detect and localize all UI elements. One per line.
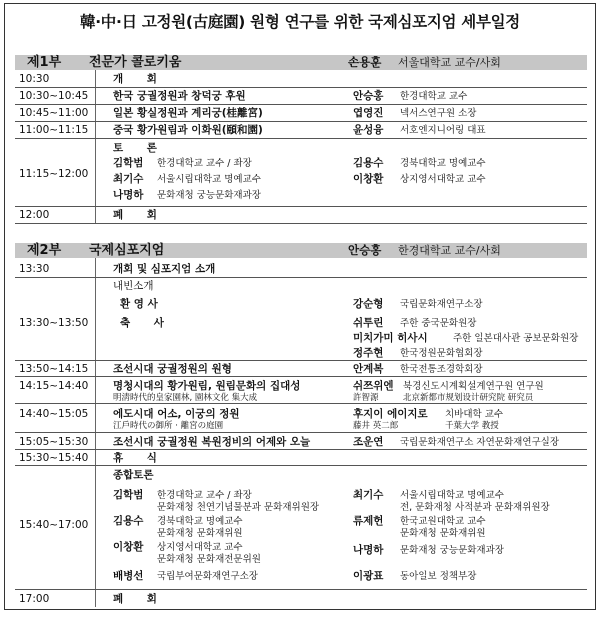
speaker-affiliation: 한경대학교 교수 bbox=[400, 91, 468, 102]
panelist-name: 이창환 bbox=[113, 541, 144, 553]
panelist-affiliation: 전, 문화재청 사적분과 문화재위원장 bbox=[400, 502, 550, 513]
opening-label: 개 회 bbox=[113, 73, 167, 85]
time-slot: 14:40~15:05 bbox=[19, 408, 89, 420]
time-slot: 12:00 bbox=[19, 209, 50, 221]
panelist-affiliation: 한국교원대학교 교수 bbox=[400, 516, 486, 527]
part1-time-divider bbox=[95, 70, 96, 223]
panelist-name: 김용수 bbox=[113, 515, 144, 527]
time-slot: 13:30~13:50 bbox=[19, 317, 89, 329]
break-label: 휴 식 bbox=[113, 452, 167, 464]
talk-title: 중국 황가원림과 이화원(頤和園) bbox=[113, 124, 263, 136]
panelist-name: 이광표 bbox=[353, 570, 384, 582]
panelist-name: 김용수 bbox=[353, 157, 384, 169]
panelist-affiliation: 문화재청 문화재전문위원 bbox=[157, 554, 261, 565]
panelist-affiliation: 문화재청 문화재위원 bbox=[400, 528, 486, 539]
divider bbox=[15, 138, 587, 139]
divider bbox=[15, 449, 587, 450]
divider bbox=[15, 206, 587, 207]
time-slot: 17:00 bbox=[19, 593, 50, 605]
talk-title: 일본 황실정원과 계리궁(桂離宮) bbox=[113, 107, 263, 119]
speaker-affiliation: 서호엔지니어링 대표 bbox=[400, 125, 486, 136]
panelist-affiliation: 동아일보 정책부장 bbox=[400, 571, 477, 582]
time-slot: 13:50~14:15 bbox=[19, 363, 89, 375]
panelist-affiliation: 한경대학교 교수 / 좌장 bbox=[157, 158, 252, 169]
speaker-affiliation: 북경신도시계획설계연구원 연구원 bbox=[403, 381, 544, 392]
time-slot: 10:45~11:00 bbox=[19, 107, 89, 119]
talk-title: 한국 궁궐정원과 창덕궁 후원 bbox=[113, 90, 246, 102]
part1-host-affiliation: 서울대학교 교수/사회 bbox=[398, 56, 501, 69]
speaker-name: 강순형 bbox=[353, 298, 384, 310]
part2-host-affiliation: 한경대학교 교수/사회 bbox=[398, 244, 501, 257]
welcome-label: 환 영 사 bbox=[120, 298, 158, 310]
panelist-affiliation: 경북대학교 명예교수 bbox=[157, 516, 243, 527]
speaker-name: 쉬쯔위엔 bbox=[353, 380, 394, 392]
panelist-affiliation: 서울시립대학교 명예교수 bbox=[157, 174, 261, 185]
time-slot: 10:30~10:45 bbox=[19, 90, 89, 102]
schedule-document bbox=[4, 3, 596, 610]
part2-label: 제2부 bbox=[27, 243, 62, 258]
panelist-affiliation: 문화재청 문화재위원 bbox=[157, 528, 243, 539]
panelist-name: 류제헌 bbox=[353, 515, 384, 527]
talk-subtitle: 明淸時代的皇家園林, 園林文化 集大成 bbox=[113, 393, 258, 403]
speaker-name: 미치가미 히사시 bbox=[353, 332, 428, 344]
part2-host-name: 안승홍 bbox=[348, 243, 382, 257]
panelist-name: 이창환 bbox=[353, 173, 384, 185]
panelist-affiliation: 상지영서대학교 교수 bbox=[157, 542, 243, 553]
time-slot: 10:30 bbox=[19, 73, 50, 85]
speaker-affiliation: 한국정원문화협회장 bbox=[400, 348, 483, 359]
speaker-name-hanja: 許智源 bbox=[353, 393, 379, 403]
time-slot: 15:40~17:00 bbox=[19, 519, 89, 531]
time-slot: 15:05~15:30 bbox=[19, 436, 89, 448]
part2-header-bar bbox=[15, 243, 587, 258]
panelist-affiliation: 상지영서대학교 교수 bbox=[400, 174, 486, 185]
divider bbox=[15, 87, 587, 88]
part1-heading: 전문가 콜로키움 bbox=[89, 55, 182, 70]
discussion-label: 토 론 bbox=[113, 142, 167, 154]
talk-subtitle: 江戶時代の御所 · 離宮の庭園 bbox=[113, 421, 224, 431]
guest-intro-label: 내빈소개 bbox=[113, 280, 154, 292]
panelist-affiliation: 서울시립대학교 명예교수 bbox=[400, 490, 504, 501]
speaker-affiliation: 국립문화재연구소 자연문화재연구실장 bbox=[400, 437, 560, 448]
opening-label: 개회 및 심포지엄 소개 bbox=[113, 263, 216, 275]
panelist-name: 배병선 bbox=[113, 570, 144, 582]
speaker-name: 후지이 에이지로 bbox=[353, 408, 428, 420]
part1-label: 제1부 bbox=[27, 55, 62, 70]
speaker-affiliation: 주한 일본대사관 공보문화원장 bbox=[453, 333, 579, 344]
divider bbox=[15, 376, 587, 377]
panelist-name: 나명하 bbox=[113, 189, 144, 201]
talk-title: 조선시대 궁궐정원의 원형 bbox=[113, 363, 232, 375]
speaker-name: 윤성융 bbox=[353, 124, 384, 136]
panelist-name: 나명하 bbox=[353, 544, 384, 556]
panelist-affiliation: 문화재청 궁능문화재과장 bbox=[400, 545, 504, 556]
speaker-affiliation: 국립문화재연구소장 bbox=[400, 299, 483, 310]
panelist-affiliation: 문화재청 천연기념물분과 문화재위원장 bbox=[157, 502, 320, 513]
panelist-affiliation: 경북대학교 명예교수 bbox=[400, 158, 486, 169]
closing-label: 폐 회 bbox=[113, 593, 167, 605]
time-slot: 14:15~14:40 bbox=[19, 380, 89, 392]
divider bbox=[15, 104, 587, 105]
part1-host-name: 손용훈 bbox=[348, 55, 382, 69]
divider bbox=[15, 432, 587, 433]
document-title: 韓·中·日 고정원(古庭園) 원형 연구를 위한 국제심포지엄 세부일정 bbox=[80, 13, 520, 31]
part1-header-bar bbox=[15, 55, 587, 70]
speaker-affiliation: 치바대학 교수 bbox=[445, 409, 504, 420]
divider bbox=[15, 277, 587, 278]
speaker-affiliation-cn: 北京新都市规划设计研究院 研究员 bbox=[403, 393, 534, 403]
divider bbox=[15, 360, 587, 361]
divider bbox=[15, 589, 587, 590]
divider bbox=[15, 223, 587, 224]
congrats-label: 축 사 bbox=[120, 317, 174, 329]
panelist-affiliation: 국립부여문화재연구소장 bbox=[157, 571, 258, 582]
time-slot: 11:15~12:00 bbox=[19, 168, 89, 180]
divider bbox=[15, 121, 587, 122]
speaker-affiliation-jp: 千葉大学 教授 bbox=[445, 421, 499, 431]
talk-title: 명청시대의 황가원림, 원림문화의 집대성 bbox=[113, 380, 301, 392]
panelist-name: 최기수 bbox=[353, 489, 384, 501]
speaker-name: 엽영진 bbox=[353, 107, 384, 119]
part2-heading: 국제심포지엄 bbox=[89, 243, 165, 258]
closing-label: 폐 회 bbox=[113, 209, 167, 221]
speaker-name: 쉬투린 bbox=[353, 317, 384, 329]
panelist-name: 김학범 bbox=[113, 157, 144, 169]
panelist-affiliation: 한경대학교 교수 / 좌장 bbox=[157, 490, 252, 501]
panelist-name: 김학범 bbox=[113, 489, 144, 501]
speaker-name: 안승홍 bbox=[353, 90, 384, 102]
panelist-affiliation: 문화재청 궁능문화재과장 bbox=[157, 190, 261, 201]
panelist-name: 최기수 bbox=[113, 173, 144, 185]
speaker-name: 안계복 bbox=[353, 363, 384, 375]
time-slot: 13:30 bbox=[19, 263, 50, 275]
speaker-affiliation: 주한 중국문화원장 bbox=[400, 318, 477, 329]
time-slot: 15:30~15:40 bbox=[19, 452, 89, 464]
speaker-affiliation: 한국전통조경학회장 bbox=[400, 364, 483, 375]
talk-title: 조선시대 궁궐정원 복원정비의 어제와 오늘 bbox=[113, 436, 311, 448]
divider bbox=[15, 465, 587, 466]
discussion-label: 종합토론 bbox=[113, 469, 154, 481]
speaker-name-kanji: 藤井 英二郎 bbox=[353, 421, 399, 431]
speaker-name: 정주현 bbox=[353, 347, 384, 359]
time-slot: 11:00~11:15 bbox=[19, 124, 89, 136]
speaker-name: 조운연 bbox=[353, 436, 384, 448]
talk-title: 에도시대 어소, 이궁의 정원 bbox=[113, 408, 240, 420]
speaker-affiliation: 넥서스연구원 소장 bbox=[400, 108, 477, 119]
